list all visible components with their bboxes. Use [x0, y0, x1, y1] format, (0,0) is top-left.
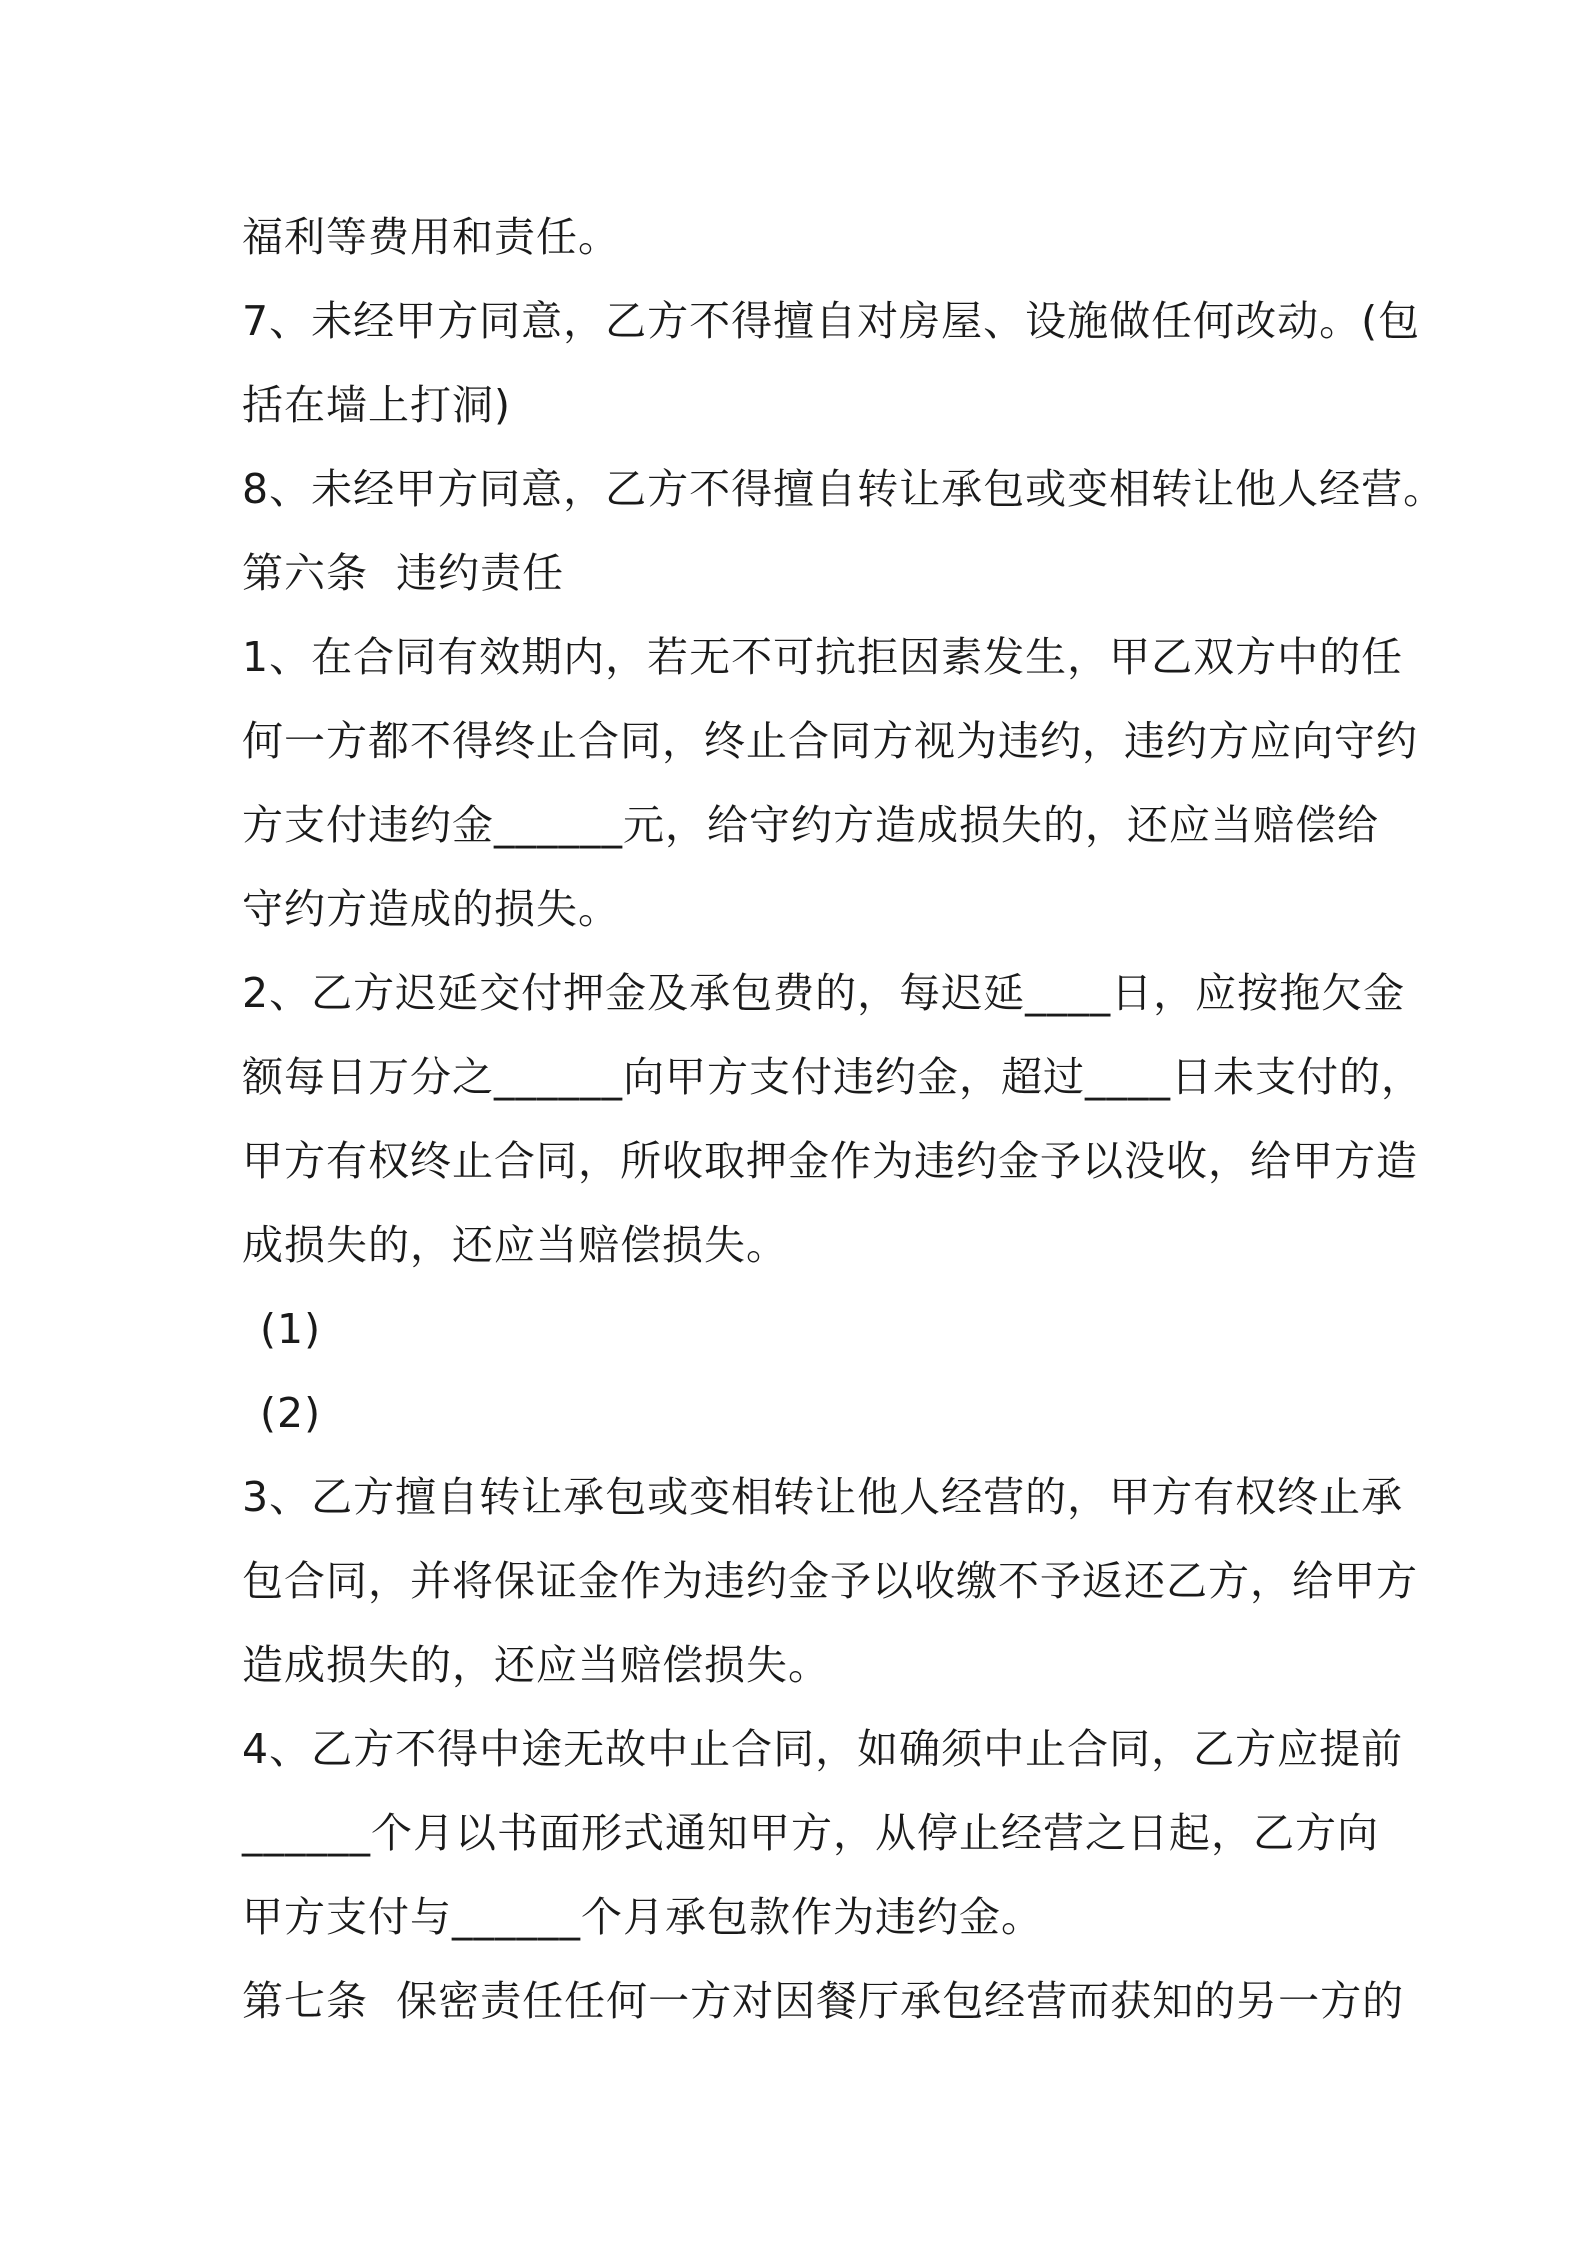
article-6-item-2-line-2: 额每日万分之______向甲方支付违约金，超过____日未支付的，: [242, 1053, 1423, 1101]
article-6-item-4-line-2: ______个月以书面形式通知甲方，从停止经营之日起，乙方向: [242, 1809, 1379, 1857]
clause-7-line-2: 括在墙上打洞): [242, 381, 511, 429]
article-6-item-2-line-3: 甲方有权终止合同，所收取押金作为违约金予以没收，给甲方造: [242, 1137, 1418, 1185]
article-6-item-1-line-2: 何一方都不得终止合同，终止合同方视为违约，违约方应向守约: [242, 717, 1418, 765]
article-6-item-3-line-3: 造成损失的，还应当赔偿损失。: [242, 1641, 830, 1689]
article-6-item-4-line-1: 4、乙方不得中途无故中止合同，如确须中止合同，乙方应提前: [242, 1725, 1404, 1773]
clause-8-line: 8、未经甲方同意，乙方不得擅自转让承包或变相转让他人经营。: [242, 465, 1446, 513]
article-6-item-1-line-3: 方支付违约金______元，给守约方造成损失的，还应当赔偿给: [242, 801, 1379, 849]
document-body: [242, 195, 1446, 2043]
article-6-item-1-line-1: 1、在合同有效期内，若无不可抗拒因素发生，甲乙双方中的任: [242, 633, 1404, 681]
article-6-item-2-line-4: 成损失的，还应当赔偿损失。: [242, 1221, 788, 1269]
article-6-heading: 第六条 违约责任: [242, 549, 565, 597]
article-6-item-1-line-4: 守约方造成的损失。: [242, 885, 620, 933]
article-6-item-4-line-3: 甲方支付与______个月承包款作为违约金。: [242, 1893, 1043, 1941]
article-7-heading-line: 第七条 保密责任任何一方对因餐厅承包经营而获知的另一方的: [242, 1977, 1405, 2025]
paragraph-line: 福利等费用和责任。: [242, 213, 620, 261]
sub-item-1: (1): [260, 1305, 322, 1353]
clause-7-line-1: 7、未经甲方同意，乙方不得擅自对房屋、设施做任何改动。(包: [242, 297, 1421, 345]
sub-item-2: (2): [260, 1389, 322, 1437]
article-6-item-3-line-2: 包合同，并将保证金作为违约金予以收缴不予返还乙方，给甲方: [242, 1557, 1418, 1605]
article-6-item-3-line-1: 3、乙方擅自转让承包或变相转让他人经营的，甲方有权终止承: [242, 1473, 1404, 1521]
article-6-item-2-line-1: 2、乙方迟延交付押金及承包费的，每迟延____日，应按拖欠金: [242, 969, 1406, 1017]
